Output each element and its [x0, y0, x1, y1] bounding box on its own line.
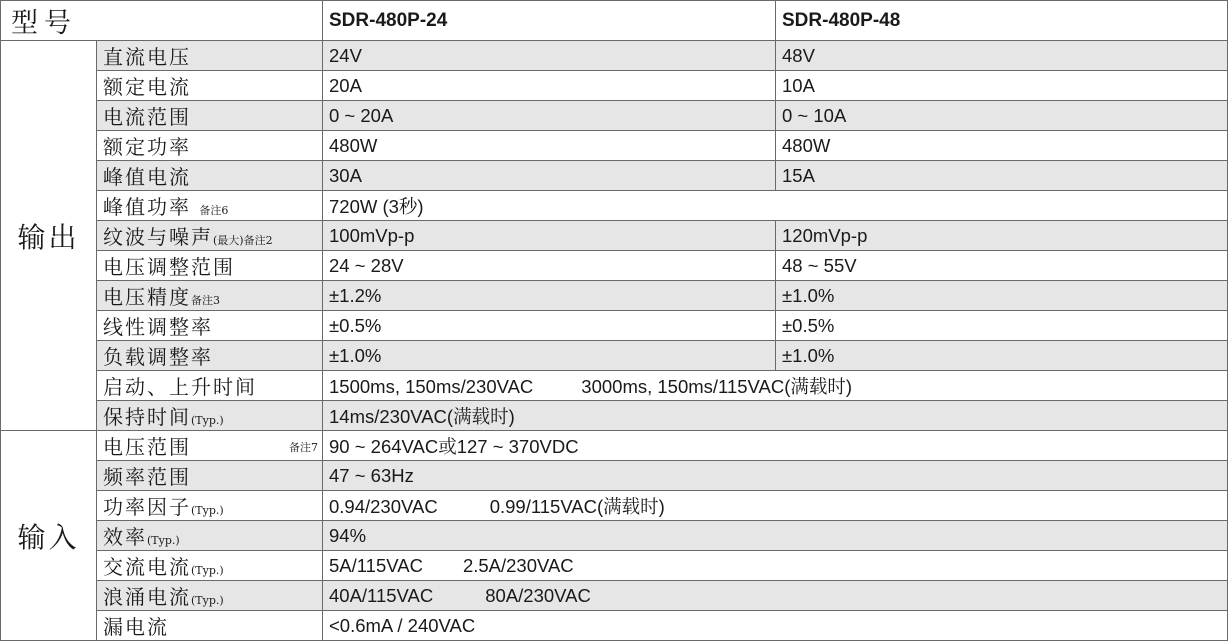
row-label: 漏电流 — [97, 611, 323, 641]
value-cell: 10A — [776, 71, 1228, 101]
value-cell: 20A — [323, 71, 776, 101]
row-note: (Typ.) — [191, 504, 224, 517]
row-note: (Typ.) — [147, 534, 180, 547]
row-note: (Typ.) — [191, 594, 224, 607]
value-cell: 40A/115VAC 80A/230VAC — [323, 581, 1228, 611]
table-row — [1, 101, 1228, 131]
value-cell: ±1.0% — [776, 281, 1228, 311]
value-cell: 120mVp-p — [776, 221, 1228, 251]
value-cell: 24 ~ 28V — [323, 251, 776, 281]
value-cell: 24V — [323, 41, 776, 71]
value-cell: 48 ~ 55V — [776, 251, 1228, 281]
group-input: 输入 — [1, 431, 97, 641]
value-cell: 0.94/230VAC 0.99/115VAC(满载时) — [323, 491, 1228, 521]
row-label: 频率范围 — [97, 461, 323, 491]
row-label: 负载调整率 — [97, 341, 323, 371]
table-row — [1, 341, 1228, 371]
row-note: (Typ.) — [191, 414, 224, 427]
row-note: (最大)备注2 — [213, 234, 273, 247]
value-cell: 720W (3秒) — [323, 191, 1228, 221]
value-cell: ±0.5% — [776, 311, 1228, 341]
value-cell: 14ms/230VAC(满载时) — [323, 401, 1228, 431]
value-cell: 5A/115VAC 2.5A/230VAC — [323, 551, 1228, 581]
row-label: 峰值电流 — [97, 161, 323, 191]
row-label: 电压精度备注3 — [97, 281, 323, 311]
value-cell: ±1.0% — [323, 341, 776, 371]
group-output: 输出 — [1, 41, 97, 431]
row-label: 直流电压 — [97, 41, 323, 71]
value-cell: 480W — [776, 131, 1228, 161]
table-row — [1, 191, 1228, 221]
row-label: 电压调整范围 — [97, 251, 323, 281]
value-cell: 100mVp-p — [323, 221, 776, 251]
table-row — [1, 161, 1228, 191]
table-row — [1, 431, 1228, 461]
value-cell: 0 ~ 10A — [776, 101, 1228, 131]
table-row — [1, 491, 1228, 521]
value-cell: 0 ~ 20A — [323, 101, 776, 131]
table-row — [1, 521, 1228, 551]
value-cell: 1500ms, 150ms/230VAC 3000ms, 150ms/115VAC(满载时) — [323, 371, 1228, 401]
table-row — [1, 461, 1228, 491]
table-row — [1, 401, 1228, 431]
table-row — [1, 251, 1228, 281]
table-row — [1, 611, 1228, 641]
table-row — [1, 551, 1228, 581]
value-cell: 30A — [323, 161, 776, 191]
table-row — [1, 41, 1228, 71]
table-row — [1, 221, 1228, 251]
row-label: 电压范围 备注7 — [97, 431, 323, 461]
table-row — [1, 71, 1228, 101]
row-label: 峰值功率 备注6 — [97, 191, 323, 221]
value-cell: 47 ~ 63Hz — [323, 461, 1228, 491]
value-cell: 94% — [323, 521, 1228, 551]
row-label: 功率因子(Typ.) — [97, 491, 323, 521]
value-cell: 90 ~ 264VAC或127 ~ 370VDC — [323, 431, 1228, 461]
value-cell: 15A — [776, 161, 1228, 191]
table-row — [1, 131, 1228, 161]
table-row — [1, 581, 1228, 611]
value-cell: ±0.5% — [323, 311, 776, 341]
row-label: 额定功率 — [97, 131, 323, 161]
row-label: 启动、上升时间 — [97, 371, 323, 401]
row-label: 线性调整率 — [97, 311, 323, 341]
model-col-2: SDR-480P-48 — [776, 1, 1228, 41]
row-note: 备注3 — [191, 294, 220, 307]
value-cell: 480W — [323, 131, 776, 161]
model-header: 型号 — [1, 1, 323, 41]
table-row — [1, 371, 1228, 401]
row-note: 备注7 — [289, 441, 318, 454]
table-row — [1, 281, 1228, 311]
row-label: 纹波与噪声(最大)备注2 — [97, 221, 323, 251]
model-col-1: SDR-480P-24 — [323, 1, 776, 41]
value-cell: 48V — [776, 41, 1228, 71]
row-label: 浪涌电流(Typ.) — [97, 581, 323, 611]
value-cell: ±1.0% — [776, 341, 1228, 371]
value-cell: ±1.2% — [323, 281, 776, 311]
row-label: 电流范围 — [97, 101, 323, 131]
row-label: 交流电流(Typ.) — [97, 551, 323, 581]
table-row — [1, 311, 1228, 341]
value-cell: <0.6mA / 240VAC — [323, 611, 1228, 641]
row-note: (Typ.) — [191, 564, 224, 577]
row-note: 备注6 — [199, 204, 229, 217]
row-label: 额定电流 — [97, 71, 323, 101]
row-label: 效率(Typ.) — [97, 521, 323, 551]
row-label: 保持时间(Typ.) — [97, 401, 323, 431]
header-row — [1, 1, 1228, 41]
